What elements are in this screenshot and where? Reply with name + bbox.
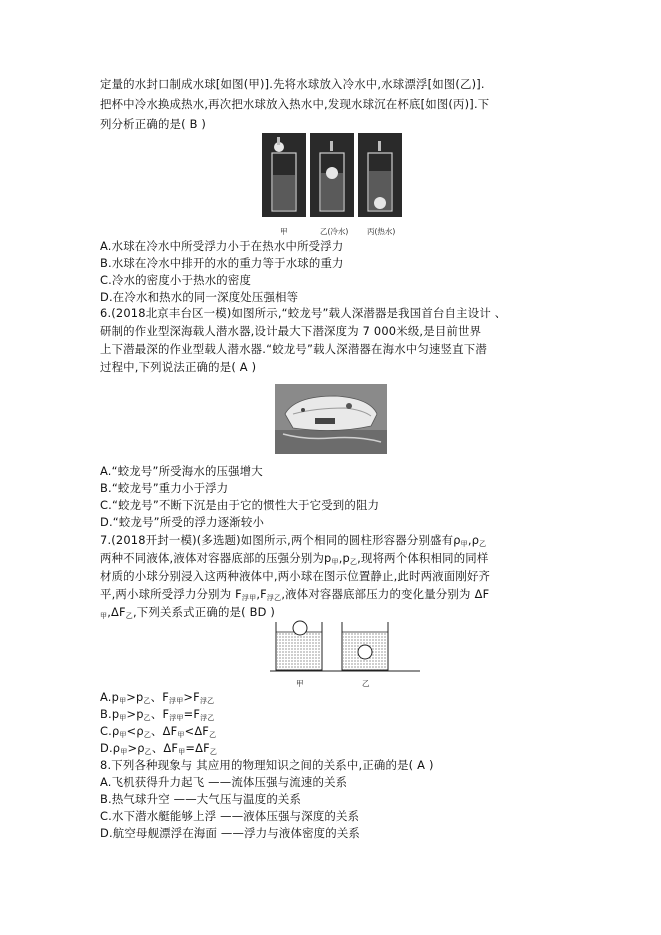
- q7-line-1: [100, 532, 486, 552]
- separator: 、: [151, 741, 164, 755]
- delta-F-symbol: ΔF: [194, 724, 210, 738]
- subscript-fuyi: 浮乙: [199, 697, 215, 705]
- gt-symbol: >: [126, 690, 137, 704]
- p-symbol: p: [111, 690, 120, 704]
- q8-line-1: 8.下列各种现象与 其应用的物理知识之间的关系中,正确的是( A ): [100, 758, 434, 772]
- container-caption-jia: 甲: [296, 679, 304, 688]
- q5-option-d: D.在冷水和热水的同一深度处压强相等: [100, 290, 299, 304]
- subscript-yi: 乙: [479, 540, 487, 548]
- q6-line-1: 6.(2018北京丰台区一模)如图所示,“蛟龙号”载人深潜器是我国首台自主设计 、: [100, 306, 507, 320]
- q8-option-c: C.水下潜水艇能够上浮 ——液体压强与深度的关系: [100, 809, 360, 823]
- subscript-jia: 甲: [100, 612, 108, 620]
- q6-option-a: A.“蛟龙号”所受海水的压强增大: [100, 464, 263, 478]
- rho-symbol: ρ: [111, 724, 120, 738]
- separator: 、: [150, 690, 163, 704]
- comma: ,: [467, 533, 472, 547]
- subscript-yi: 乙: [125, 612, 133, 620]
- F-symbol: F: [162, 707, 170, 721]
- q6-line-3: 上下潜最深的作业型载人潜水器.“蛟龙号”载人深潜器在海水中匀速竖直下潜: [100, 342, 487, 356]
- subscript-jia: 甲: [460, 540, 468, 548]
- q6-line-4: 过程中,下列说法正确的是( A ): [100, 360, 257, 374]
- subscript-jia: 甲: [119, 697, 127, 705]
- option-prefix: D.: [100, 741, 113, 755]
- gt-symbol: >: [183, 690, 194, 704]
- rho-symbol: ρ: [471, 533, 480, 547]
- q7-line-4-text: 平,两小球所受浮力分别为 F: [100, 587, 242, 601]
- option-prefix: B.: [100, 707, 112, 721]
- F-symbol: F: [193, 707, 201, 721]
- subscript-jia: 甲: [331, 558, 339, 566]
- q7-line-2: [100, 550, 488, 570]
- q5-line-2: 把杯中冷水换成热水,再次把水球放入热水中,发现水球沉在杯底[如图(丙)].下: [100, 97, 490, 111]
- separator: 、: [150, 707, 163, 721]
- comma: ,: [338, 551, 343, 565]
- beaker-caption-jia: 甲: [280, 227, 288, 236]
- beaker-caption-bing: 丙(热水): [367, 227, 396, 236]
- subscript-yi: 乙: [209, 748, 218, 756]
- rho-symbol: ρ: [136, 724, 144, 738]
- two-containers-diagram: [270, 618, 420, 674]
- q5-option-c: C.冷水的密度小于热水的密度: [100, 273, 252, 287]
- q7-line-4-tail: ,液体对容器底部压力的变化量分别为: [281, 587, 471, 601]
- subscript-jia: 甲: [177, 731, 185, 739]
- gt-symbol: >: [126, 707, 137, 721]
- q5-line-1: 定量的水封口制成水球[如图(甲)].先将水球放入冷水中,水球漂浮[如图(乙)].: [100, 77, 485, 91]
- q7-line-5: [100, 604, 275, 624]
- gt-symbol: >: [127, 741, 138, 755]
- q7-line-2-text: 两种不同液体,液体对容器底部的压强分别为p: [100, 551, 332, 565]
- q8-option-a: A.飞机获得升力起飞 ——流体压强与流速的关系: [100, 775, 348, 789]
- q8-option-b: B.热气球升空 ——大气压与温度的关系: [100, 792, 302, 806]
- p-symbol: p: [136, 707, 144, 721]
- subscript-yi: 乙: [143, 697, 151, 705]
- separator: 、: [151, 724, 163, 738]
- subscript-yi: 乙: [144, 748, 152, 756]
- F-symbol: F: [193, 690, 200, 704]
- subscript-yi: 乙: [349, 558, 358, 566]
- p-symbol: p: [342, 551, 350, 565]
- lt-symbol: <: [184, 724, 195, 738]
- eq-symbol: =: [185, 741, 196, 755]
- subscript-yi: 乙: [143, 714, 151, 722]
- delta-F-symbol: ΔF: [474, 587, 490, 601]
- subscript-jia: 甲: [178, 748, 186, 756]
- beakers-image: [262, 133, 402, 225]
- q6-option-c: C.“蛟龙号”不断下沉是由于它的惯性大于它受到的阻力: [100, 498, 380, 512]
- eq-symbol: =: [183, 707, 194, 721]
- q5-option-b: B.水球在冷水中排开的水的重力等于水球的重力: [100, 256, 344, 270]
- q8-option-d: D.航空母舰漂浮在海面 ——浮力与液体密度的关系: [100, 826, 361, 840]
- subscript-jia: 甲: [119, 731, 127, 739]
- comma: ,: [107, 605, 112, 619]
- subscript-fuyi: 浮乙: [200, 714, 215, 722]
- subscript-fuyi: 浮乙: [266, 594, 282, 602]
- q7-line-2-tail: ,现将两个体积相同的同样: [357, 551, 489, 565]
- q5-line-3: 列分析正确的是( B ): [100, 117, 207, 131]
- q7-line-5-tail: ,下列关系式正确的是( BD ): [132, 605, 276, 619]
- beaker-caption-yi: 乙(冷水): [320, 227, 349, 236]
- delta-F-symbol: ΔF: [195, 741, 210, 755]
- F-symbol: F: [162, 690, 170, 704]
- p-symbol: p: [136, 690, 144, 704]
- subscript-yi: 乙: [143, 731, 152, 739]
- delta-F-symbol: ΔF: [163, 741, 179, 755]
- delta-F-symbol: ΔF: [111, 605, 126, 619]
- q6-option-b: B.“蛟龙号”重力小于浮力: [100, 481, 229, 495]
- q6-line-2: 研制的作业型深海载人潜水器,设计最大下潜深度为 7 000米级,是目前世界: [100, 324, 482, 338]
- option-prefix: A.: [100, 690, 112, 704]
- subscript-fujia: 浮甲: [169, 697, 184, 705]
- submersible-image: [275, 384, 387, 454]
- comma: ,: [256, 587, 261, 601]
- q5-option-a: A.水球在冷水中所受浮力小于在热水中所受浮力: [100, 239, 344, 253]
- F-symbol: F: [260, 587, 267, 601]
- subscript-fujia: 浮甲: [241, 594, 257, 602]
- p-symbol: p: [111, 707, 120, 721]
- subscript-jia: 甲: [119, 714, 127, 722]
- lt-symbol: <: [126, 724, 137, 738]
- subscript-fujia: 浮甲: [169, 714, 184, 722]
- q7-line-3: 材质的小球分别浸入这两种液体中,两小球在图示位置静止,此时两液面刚好齐: [100, 569, 491, 583]
- rho-symbol: ρ: [112, 741, 121, 755]
- subscript-yi: 乙: [209, 731, 217, 739]
- containers-image: [270, 618, 420, 674]
- jiaolong-submersible-photo: [275, 384, 387, 454]
- rho-symbol: ρ: [137, 741, 145, 755]
- container-caption-yi: 乙: [362, 679, 370, 688]
- option-prefix: C.: [100, 724, 112, 738]
- q7-line-4: [100, 586, 489, 606]
- q7-line-1-text: 7.(2018开封一模)(多选题)如图所示,两个相同的圆柱形容器分别盛有: [100, 533, 454, 547]
- subscript-jia: 甲: [120, 748, 128, 756]
- rho-symbol: ρ: [453, 533, 461, 547]
- water-ball-beakers-photo: [262, 133, 402, 225]
- delta-F-symbol: ΔF: [162, 724, 178, 738]
- q6-option-d: D.“蛟龙号”所受的浮力逐渐较小: [100, 515, 265, 529]
